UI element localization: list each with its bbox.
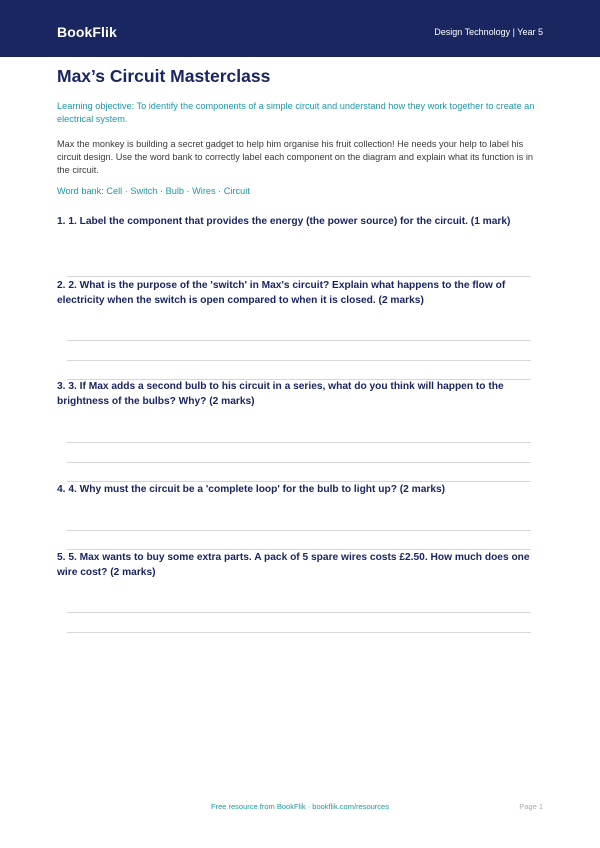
intro-paragraph: Max the monkey is building a secret gadget to help him organise his fruit collection! He needs your help to label his circuit design. Use the word bank to correctly label each component on the diagram and explain what its function is in the circuit. xyxy=(57,139,533,175)
subject-year-label: Design Technology | Year 5 xyxy=(434,27,543,37)
page-number: Page 1 xyxy=(519,802,543,811)
learning-objective: Learning objective: To identify the components of a simple circuit and understand how they work together to create an electrical system. xyxy=(57,101,535,124)
question-5: 5. 5. Max wants to buy some extra parts. A pack of 5 spare wires costs £2.50. How much does one wire cost? (2 marks) xyxy=(57,552,530,578)
answer-line[interactable] xyxy=(67,462,531,463)
question-separator xyxy=(67,276,531,277)
answer-line[interactable] xyxy=(67,442,531,443)
answer-line[interactable] xyxy=(67,340,531,341)
footer-resource-link[interactable]: Free resource from BookFlik · bookflik.com/resources xyxy=(211,802,389,811)
question-1: 1. 1. Label the component that provides the energy (the power source) for the circuit. (1 mark) xyxy=(57,216,511,227)
brand-logo-text: BookFlik xyxy=(57,24,117,40)
question-3: 3. 3. If Max adds a second bulb to his circuit in a series, what do you think will happen to the brightness of the bulbs? Why? (2 marks) xyxy=(57,381,504,407)
question-4: 4. 4. Why must the circuit be a 'complete loop' for the bulb to light up? (2 marks) xyxy=(57,484,446,495)
worksheet-title: Max’s Circuit Masterclass xyxy=(57,66,271,86)
word-bank: Word bank: Cell · Switch · Bulb · Wires · Circuit xyxy=(57,186,250,196)
answer-line[interactable] xyxy=(67,632,531,633)
question-2: 2. 2. What is the purpose of the 'switch' in Max's circuit? Explain what happens to the flow of electricity when the switch is open compared to when it is closed. (2 marks) xyxy=(57,280,506,306)
header-bar xyxy=(0,0,600,57)
answer-line[interactable] xyxy=(67,612,531,613)
answer-line[interactable] xyxy=(67,360,531,361)
answer-line[interactable] xyxy=(67,530,531,531)
